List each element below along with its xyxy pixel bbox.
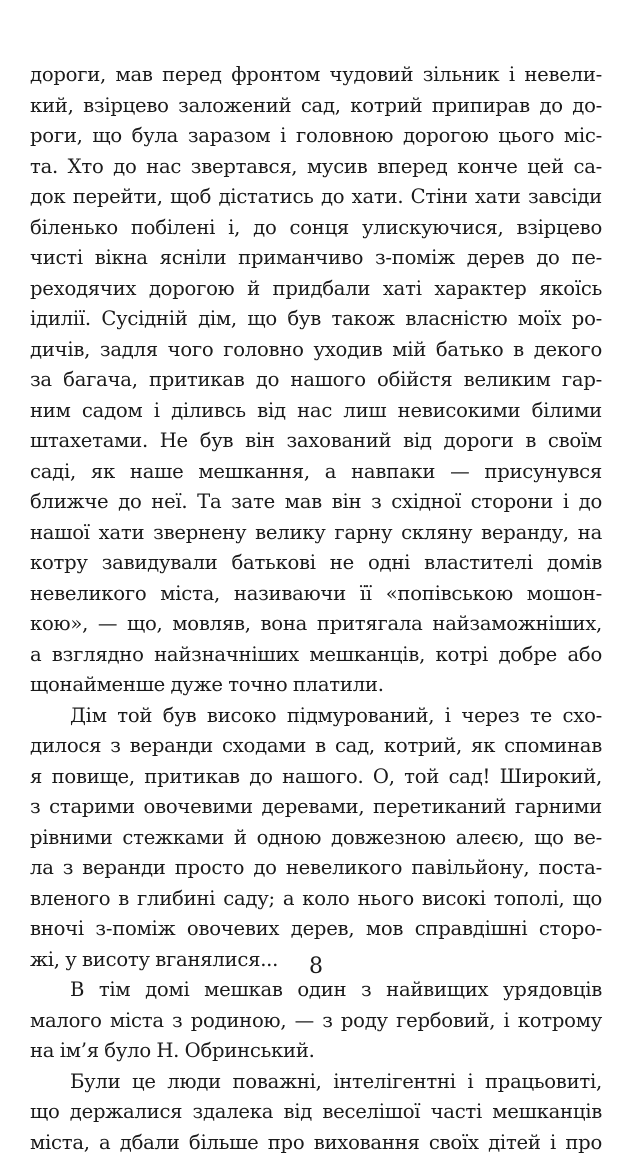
text-line: я повище, притикав до нашого. О, той сад! Широкий, bbox=[30, 762, 602, 793]
text-line: дичів, задля чого головно уходив мій батько в декого bbox=[30, 335, 602, 366]
paragraph-first-line: Дім той був високо підмурований, і через те схо- bbox=[30, 701, 602, 732]
text-line: роги, що була заразом і головною дорогою цього міс- bbox=[30, 121, 602, 152]
text-line: котру завидували батькові не одні властителі домів bbox=[30, 548, 602, 579]
text-line: біленько побілені і, до сонця улискуючися, взірцево bbox=[30, 213, 602, 244]
text-line: дороги, мав перед фронтом чудовий зільник і невели- bbox=[30, 60, 602, 91]
text-line: на ім’я було Н. Обринський. bbox=[30, 1036, 602, 1067]
text-line: док перейти, щоб дістатись до хати. Стіни хати завсіди bbox=[30, 182, 602, 213]
text-line: ним садом і діливсь від нас лиш невисокими білими bbox=[30, 396, 602, 427]
text-line: а взглядно найзначніших мешканців, котрі добре або bbox=[30, 640, 602, 671]
text-line: кою», — що, мовляв, вона притягала найзаможніших, bbox=[30, 609, 602, 640]
paragraph-first-line: В тім домі мешкав один з найвищих урядовців bbox=[30, 975, 602, 1006]
text-line: та. Хто до нас звертався, мусив вперед конче цей са- bbox=[30, 152, 602, 183]
text-line: дилося з веранди сходами в сад, котрий, як споминав bbox=[30, 731, 602, 762]
page-number: 8 bbox=[0, 952, 632, 982]
text-line: саді, як наше мешкання, а навпаки — присунувся bbox=[30, 457, 602, 488]
text-line: вночі з-поміж овочевих дерев, мов справдішні сторо- bbox=[30, 914, 602, 945]
text-line: нашої хати звернену велику гарну скляну веранду, на bbox=[30, 518, 602, 549]
text-line: малого міста з родиною, — з роду гербовий, і котрому bbox=[30, 1006, 602, 1037]
text-line: ла з веранди просто до невеликого павільйону, поста- bbox=[30, 853, 602, 884]
text-line: чисті вікна ясніли приманчиво з-поміж дерев до пе- bbox=[30, 243, 602, 274]
text-line: ідилії. Сусідній дім, що був також власністю моїх ро- bbox=[30, 304, 602, 335]
text-line: невеликого міста, називаючи її «попівською мошон- bbox=[30, 579, 602, 610]
text-line: реходячих дорогою й придбали хаті характер якоїсь bbox=[30, 274, 602, 305]
text-line: щонайменше дуже точно платили. bbox=[30, 670, 602, 701]
text-line: що держалися здалека від веселішої часті мешканців bbox=[30, 1097, 602, 1128]
text-line: міста, а дбали більше про виховання своїх дітей і про bbox=[30, 1128, 602, 1158]
text-line: кий, взірцево заложений сад, котрий припирав до до- bbox=[30, 91, 602, 122]
text-line: вленого в глибині саду; а коло нього високі тополі, що bbox=[30, 884, 602, 915]
text-line: рівними стежками й одною довжезною алеєю, що ве- bbox=[30, 823, 602, 854]
text-line: жі, у висоту вганялися... bbox=[30, 945, 602, 976]
text-line: з старими овочевими деревами, перетиканий гарними bbox=[30, 792, 602, 823]
paragraph-first-line: Були це люди поважні, інтелігентні і працьовиті, bbox=[30, 1067, 602, 1098]
page-body bbox=[30, 60, 602, 1158]
text-line: ближче до неї. Та зате мав він з східної сторони і до bbox=[30, 487, 602, 518]
text-line: штахетами. Не був він захований від дороги в своїм bbox=[30, 426, 602, 457]
text-line: за багача, притикав до нашого обійстя великим гар- bbox=[30, 365, 602, 396]
